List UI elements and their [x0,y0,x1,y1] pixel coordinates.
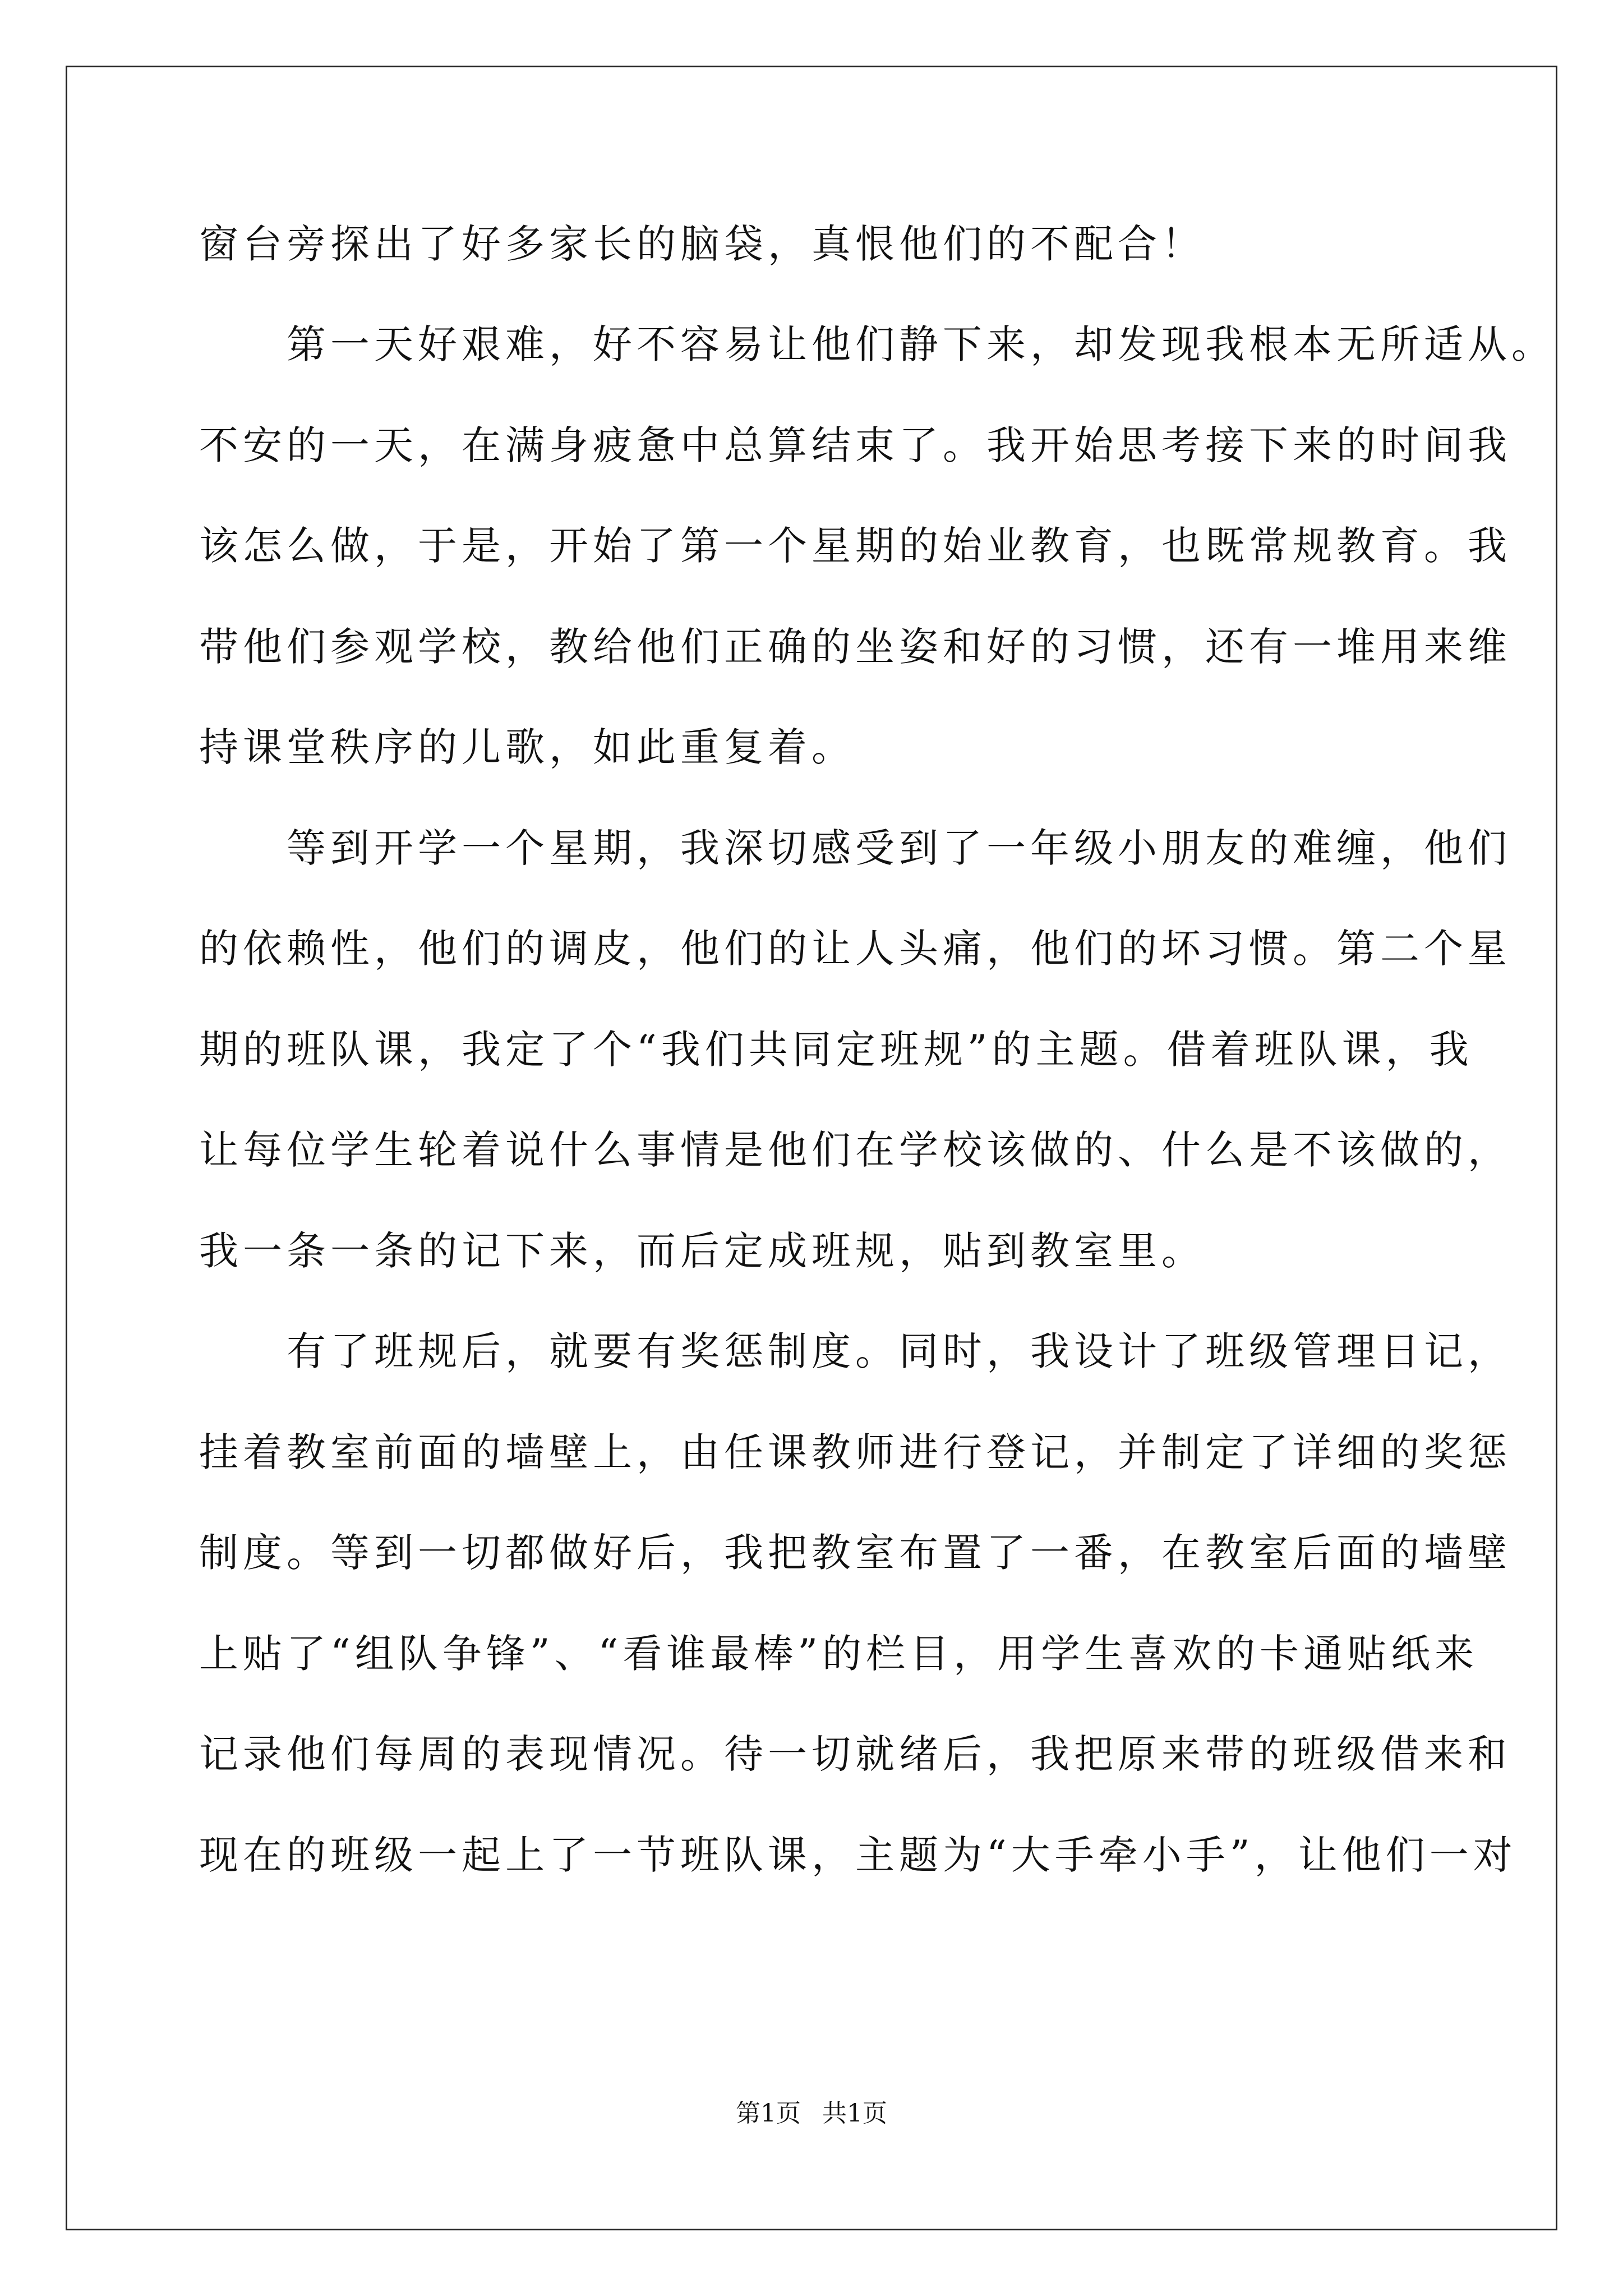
text-line: 窗台旁探出了好多家长的脑袋，真恨他们的不配合！ [199,221,1205,267]
text-line: 上贴了“组队争锋”、“看谁最棒”的栏目，用学生喜欢的卡通贴纸来 [199,1631,1479,1677]
text-line: 制度。等到一切都做好后，我把教室布置了一番，在教室后面的墙壁 [199,1530,1511,1576]
text-line: 带他们参观学校，教给他们正确的坐姿和好的习惯，还有一堆用来维 [199,624,1511,670]
text-line: 持课堂秩序的儿歌，如此重复着。 [199,724,855,770]
text-line: 等到开学一个星期，我深切感受到了一年级小朋友的难缠，他们 [199,825,1511,871]
text-line: 期的班队课，我定了个“我们共同定班规”的主题。借着班队课，我 [199,1027,1473,1073]
page-footer [0,2097,1623,2131]
text-line: 的依赖性，他们的调皮，他们的让人头痛，他们的坏习惯。第二个星 [199,926,1511,972]
text-line: 让每位学生轮着说什么事情是他们在学校该做的、什么是不该做的， [199,1127,1511,1173]
page-number: 第1页 [736,2099,801,2128]
page-total: 共1页 [822,2099,887,2128]
text-line: 挂着教室前面的墙壁上，由任课教师进行登记，并制定了详细的奖惩 [199,1429,1511,1475]
text-line: 该怎么做，于是，开始了第一个星期的始业教育，也既常规教育。我 [199,523,1511,569]
text-line: 第一天好艰难，好不容易让他们静下来，却发现我根本无所适从。 [199,321,1555,367]
text-line: 记录他们每周的表现情况。待一切就绪后，我把原来带的班级借来和 [199,1731,1511,1777]
text-line: 我一条一条的记下来，而后定成班规，贴到教室里。 [199,1228,1205,1274]
text-line: 有了班规后，就要有奖惩制度。同时，我设计了班级管理日记， [199,1328,1511,1374]
text-line: 不安的一天，在满身疲惫中总算结束了。我开始思考接下来的时间我 [199,422,1511,468]
text-line: 现在的班级一起上了一节班队课，主题为“大手牵小手”，让他们一对 [199,1832,1517,1878]
